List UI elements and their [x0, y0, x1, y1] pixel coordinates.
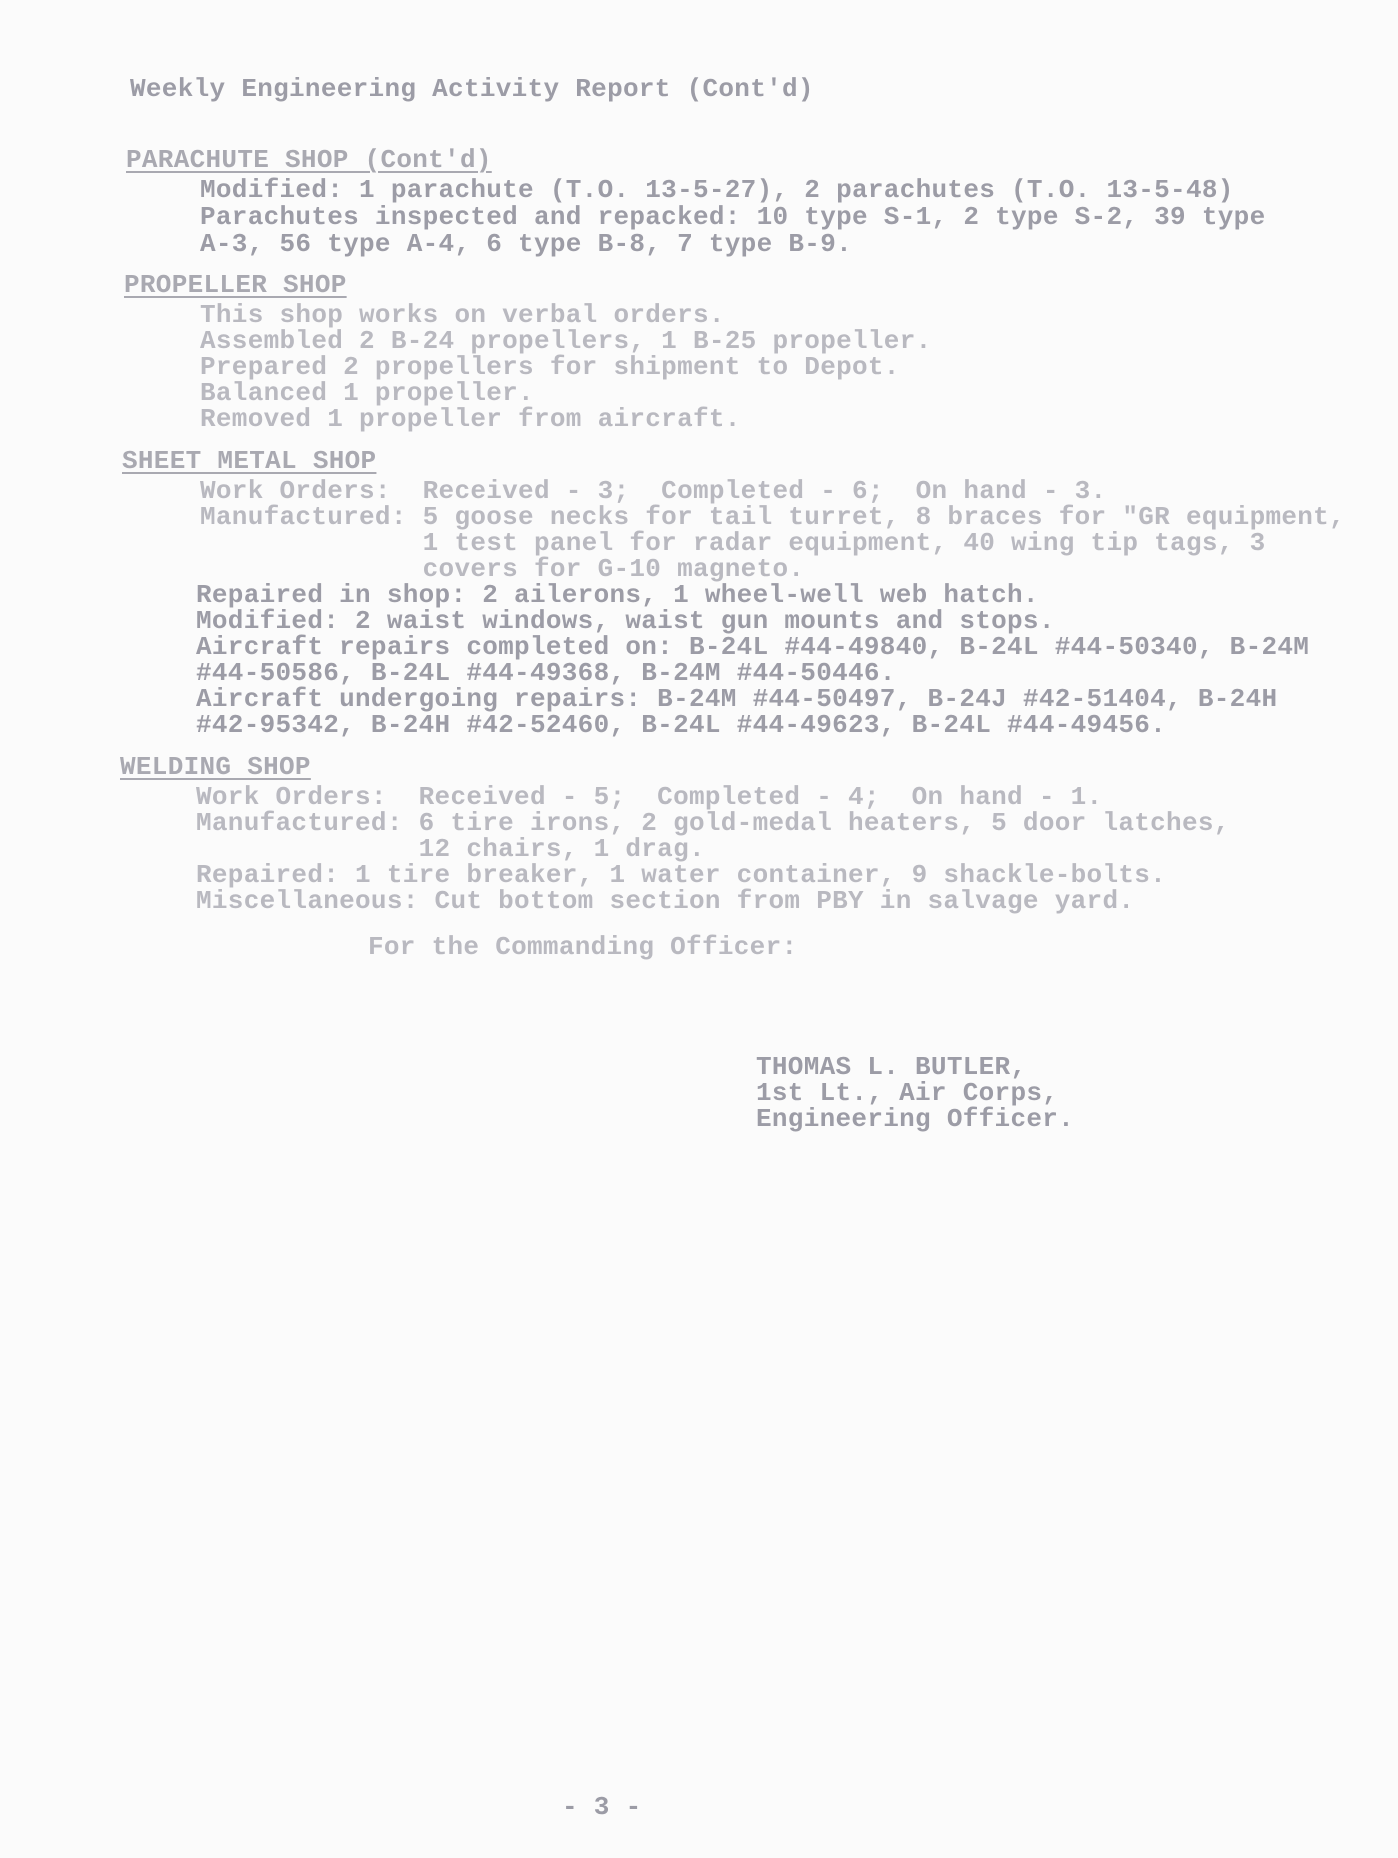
- sheet-metal-line-7: Aircraft repairs completed on: B-24L #44-49840, B-24L #44-50340, B-24M: [196, 632, 1310, 662]
- closing-line: For the Commanding Officer:: [368, 932, 798, 962]
- welding-line-1: Work Orders: Received - 5; Completed - 4; On hand - 1.: [196, 782, 1103, 812]
- welding-line-4: Repaired: 1 tire breaker, 1 water container, 9 shackle-bolts.: [196, 860, 1167, 890]
- sheet-metal-line-8: #44-50586, B-24L #44-49368, B-24M #44-50446.: [196, 658, 896, 688]
- welding-line-3: 12 chairs, 1 drag.: [196, 834, 705, 864]
- sheet-metal-line-9: Aircraft undergoing repairs: B-24M #44-50497, B-24J #42-51404, B-24H: [196, 684, 1278, 714]
- propeller-line-1: This shop works on verbal orders.: [200, 300, 725, 330]
- section-heading-welding: WELDING SHOP: [120, 752, 311, 782]
- sheet-metal-line-10: #42-95342, B-24H #42-52460, B-24L #44-49623, B-24L #44-49456.: [196, 710, 1167, 740]
- report-title: Weekly Engineering Activity Report (Cont'd): [130, 74, 814, 104]
- sheet-metal-line-6: Modified: 2 waist windows, waist gun mounts and stops.: [196, 606, 1055, 636]
- section-heading-sheet-metal: SHEET METAL SHOP: [122, 446, 377, 476]
- sheet-metal-line-2: Manufactured: 5 goose necks for tail turret, 8 braces for "GR equipment,: [200, 502, 1345, 532]
- section-heading-propeller: PROPELLER SHOP: [124, 270, 347, 300]
- parachute-line-1: Modified: 1 parachute (T.O. 13-5-27), 2 parachutes (T.O. 13-5-48): [200, 175, 1234, 205]
- sheet-metal-line-1: Work Orders: Received - 3; Completed - 6; On hand - 3.: [200, 476, 1107, 506]
- section-heading-parachute: PARACHUTE SHOP (Cont'd): [126, 145, 492, 175]
- propeller-line-5: Removed 1 propeller from aircraft.: [200, 404, 741, 434]
- sheet-metal-line-5: Repaired in shop: 2 ailerons, 1 wheel-well web hatch.: [196, 580, 1039, 610]
- welding-line-2: Manufactured: 6 tire irons, 2 gold-medal heaters, 5 door latches,: [196, 808, 1230, 838]
- propeller-line-4: Balanced 1 propeller.: [200, 378, 534, 408]
- parachute-line-2: Parachutes inspected and repacked: 10 type S-1, 2 type S-2, 39 type: [200, 202, 1266, 232]
- parachute-line-3: A-3, 56 type A-4, 6 type B-8, 7 type B-9.: [200, 229, 853, 259]
- sheet-metal-line-4: covers for G-10 magneto.: [200, 554, 805, 584]
- propeller-line-3: Prepared 2 propellers for shipment to Depot.: [200, 352, 900, 382]
- sheet-metal-line-3: 1 test panel for radar equipment, 40 wing tip tags, 3: [200, 528, 1266, 558]
- signature-rank: 1st Lt., Air Corps,: [756, 1078, 1059, 1108]
- signature-name: THOMAS L. BUTLER,: [756, 1052, 1027, 1082]
- welding-line-5: Miscellaneous: Cut bottom section from PBY in salvage yard.: [196, 886, 1135, 916]
- signature-title: Engineering Officer.: [756, 1104, 1075, 1134]
- page-number: - 3 -: [562, 1792, 642, 1822]
- propeller-line-2: Assembled 2 B-24 propellers, 1 B-25 propeller.: [200, 326, 932, 356]
